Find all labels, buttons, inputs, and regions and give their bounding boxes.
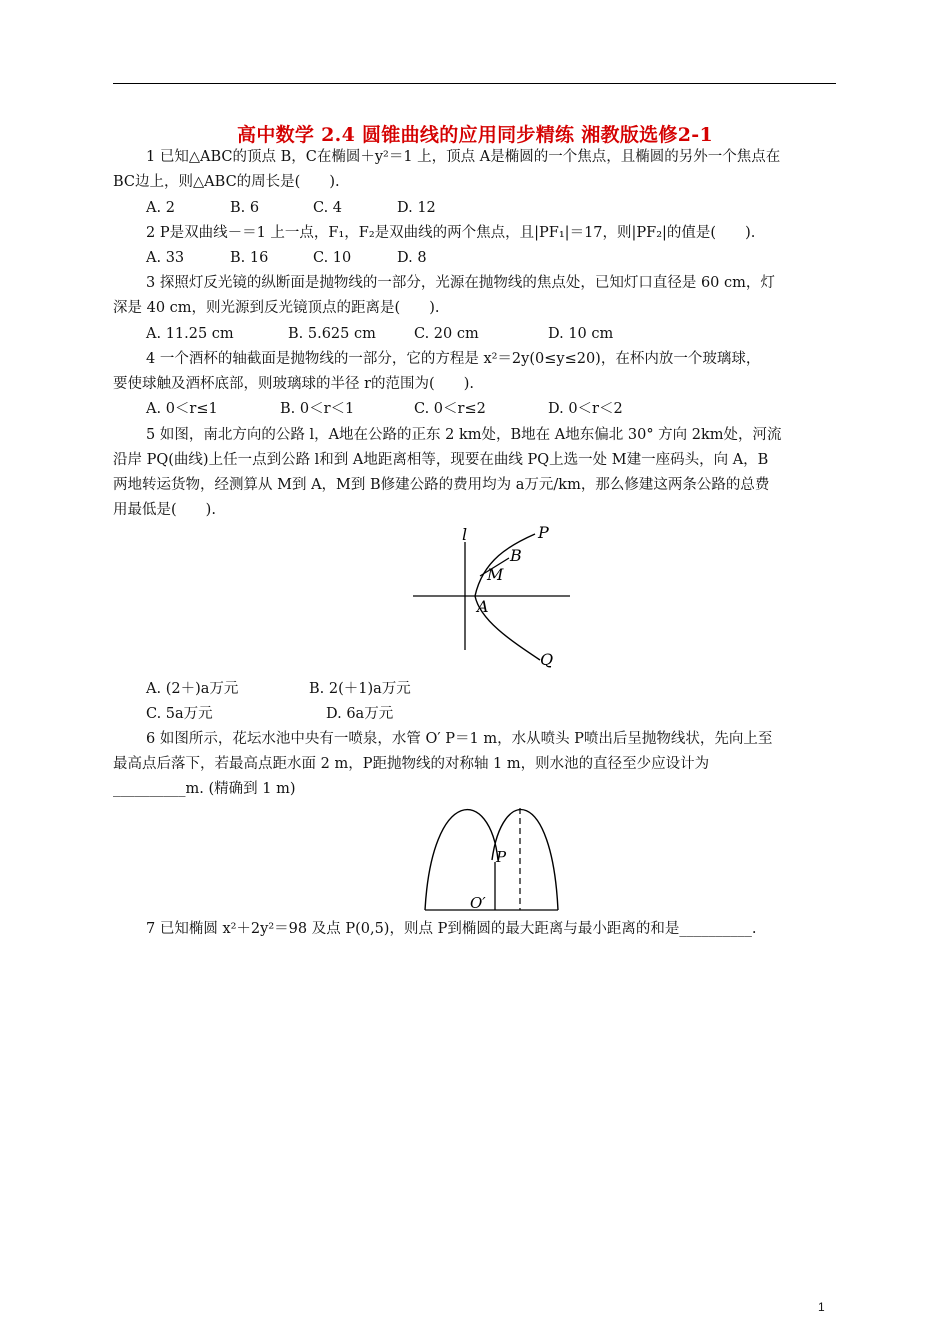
q4-option-a: A. 0＜r≤1 <box>146 401 218 417</box>
q4-option-b: B. 0＜r＜1 <box>280 401 355 417</box>
q4-option-c: C. 0＜r≤2 <box>414 401 486 417</box>
label-b: B <box>510 546 522 565</box>
label-p: P <box>496 848 507 866</box>
q3-option-d: D. 10 cm <box>548 326 614 342</box>
q1-option-d: D. 12 <box>397 200 436 216</box>
q1-option-b: B. 6 <box>230 200 260 216</box>
page-number: 1 <box>818 1300 825 1314</box>
q1-line-1: 1 已知△ABC的顶点 B，C在椭圆＋y²＝1 上，顶点 A是椭圆的一个焦点，且椭圆的另外一个焦点在 <box>146 149 781 165</box>
page-title: 高中数学 2.4 圆锥曲线的应用同步精练 湘教版选修2-1 <box>237 124 713 146</box>
q6-line-2: 最高点后落下，若最高点距水面 2 m，P距抛物线的对称轴 1 m，则水池的直径至少应设计为 <box>113 756 710 772</box>
q2-line-1: 2 P是双曲线－＝1 上一点，F₁，F₂是双曲线的两个焦点，且|PF₁|＝17，则|PF₂|的值是( ). <box>146 225 756 241</box>
q4-line-2: 要使球触及酒杯底部，则玻璃球的半径 r的范围为( ). <box>113 376 474 392</box>
q3-option-b: B. 5.625 cm <box>288 326 376 342</box>
q6-line-3: __________m. (精确到 1 m) <box>113 781 296 797</box>
q5-line-1: 5 如图，南北方向的公路 l，A地在公路的正东 2 km处，B地在 A地东偏北 30° 方向 2km处，河流 <box>146 427 782 443</box>
label-o-prime: O′ <box>470 894 486 912</box>
label-l: l <box>462 525 468 544</box>
q3-option-a: A. 11.25 cm <box>146 326 234 342</box>
q5-line-3: 两地转运货物，经测算从 M到 A，M到 B修建公路的费用均为 a万元/km，那么修建这两条公路的总费 <box>113 477 770 493</box>
q3-line-2: 深是 40 cm，则光源到反光镜顶点的距离是( ). <box>113 300 440 316</box>
q1-option-c: C. 4 <box>313 200 343 216</box>
q5-option-a: A. (2＋)a万元 <box>146 681 239 697</box>
label-m: M <box>487 565 504 584</box>
q1-option-a: A. 2 <box>146 200 175 216</box>
label-p: P <box>538 523 549 542</box>
q2-option-b: B. 16 <box>230 250 269 266</box>
q5-parabola-figure <box>405 520 575 675</box>
q5-option-d: D. 6a万元 <box>326 706 394 722</box>
q1-line-2: BC边上，则△ABC的周长是( ). <box>113 174 340 190</box>
q2-option-d: D. 8 <box>397 250 427 266</box>
q3-option-c: C. 20 cm <box>414 326 479 342</box>
q5-option-b: B. 2(＋1)a万元 <box>309 681 411 697</box>
q5-line-4: 用最低是( ). <box>113 502 216 518</box>
q5-line-2: 沿岸 PQ(曲线)上任一点到公路 l和到 A地距离相等，现要在曲线 PQ上选一处 M建一座码头，向 A，B <box>113 452 769 468</box>
q6-line-1: 6 如图所示，花坛水池中央有一喷泉，水管 O′ P＝1 m，水从喷头 P喷出后呈抛物线状，先向上至 <box>146 731 773 747</box>
header-rule <box>113 83 836 84</box>
q2-option-c: C. 10 <box>313 250 352 266</box>
q4-line-1: 4 一个酒杯的轴截面是抛物线的一部分，它的方程是 x²＝2y(0≤y≤20)，在杯内放一个玻璃球， <box>146 351 761 367</box>
label-a: A <box>477 597 489 616</box>
q4-option-d: D. 0＜r＜2 <box>548 401 623 417</box>
q2-option-a: A. 33 <box>146 250 185 266</box>
label-q: Q <box>540 650 554 669</box>
q6-fountain-figure <box>420 800 565 918</box>
q7-line-1: 7 已知椭圆 x²＋2y²＝98 及点 P(0,5)，则点 P到椭圆的最大距离与最小距离的和是__________. <box>146 921 757 937</box>
q5-option-c: C. 5a万元 <box>146 706 213 722</box>
q3-line-1: 3 探照灯反光镜的纵断面是抛物线的一部分，光源在抛物线的焦点处，已知灯口直径是 60 cm，灯 <box>146 275 775 291</box>
water-arc-left <box>425 810 498 910</box>
